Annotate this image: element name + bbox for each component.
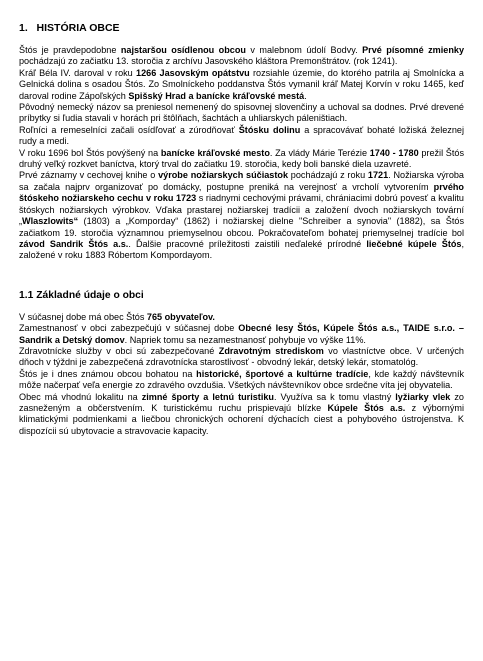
body-text: . (304, 90, 307, 101)
basic-data-body (19, 312, 464, 437)
body-text: , kde každý návštevník môže načerpať veľa energie zo zdravého ovzdušia. Všetkých návštevníkov obce srdečne víta jej obyvatelia. (19, 368, 465, 391)
body-text: . Využíva sa k tomu vlastný (273, 391, 396, 402)
body-text: . Ďalšie pracovné príležitosti zaistili neďaleké prírodné (128, 238, 367, 249)
basic-data-paragraph (19, 369, 464, 392)
emphasis-text: 1740 - 1780 (369, 147, 419, 158)
body-text: Prvé záznamy v cechovej knihe o (19, 170, 159, 181)
emphasis-text: liečebné kúpele Štós (366, 238, 462, 249)
body-text: . Nožiarska výroba sa začala najprv organizovať po domácky, postupne preniká na verejnosť a vrcholí vytvorením (19, 170, 464, 192)
subsection-number: 1.1 (19, 289, 34, 301)
emphasis-text: najstaršou osídlenou obcou (120, 45, 246, 55)
emphasis-text: Wlaszlowits“ (22, 216, 79, 227)
emphasis-text: Kúpele Štós a.s. (327, 402, 406, 413)
emphasis-text: Obecné lesy Štós, Kúpele Štós a.s., TAIDE s.r.o. – Sandrik a Detský domov (19, 323, 464, 345)
history-body (19, 45, 464, 262)
basic-data-paragraph (19, 392, 464, 438)
body-text: (1803) a „Komporday“ (1862) i nožiarskej dielne "Schreiber a synovia" (1882), sa Štós začiatkom 19. storočia významnou priemyselnou obcou. Pokračovateľom bohatej priemyselnej tradície bol (19, 216, 464, 238)
emphasis-text: prvého štóskeho nožiarskeho cechu v roku 1723 (19, 181, 464, 204)
body-text: V súčasnej dobe má obec Štós (19, 311, 147, 322)
history-paragraph (19, 148, 464, 171)
history-paragraph (19, 102, 464, 125)
history-paragraph (19, 68, 464, 102)
body-text: . Za vlády Márie Terézie (269, 147, 370, 158)
body-text: Zdravotnícke služby v obci sú zabezpečované (19, 345, 219, 356)
emphasis-text: výrobe nožiarskych súčiastok (158, 170, 288, 181)
history-paragraph (19, 170, 464, 261)
emphasis-text: Prvé písomné zmienky (362, 45, 464, 55)
body-text: rozsiahle územie, do ktorého patrila aj Smolnícka a Gelnická dolina s osadou Štós. Zo Smolníckeho poddanstva Štós vymanil kráľ Matej Korvín v roku 1465, keď daroval rodine Zápoľských (19, 67, 464, 101)
emphasis-text: závod Sandrik Štós a.s. (19, 238, 129, 249)
emphasis-text: lyžiarky vlek (395, 391, 451, 402)
body-text: v malebnom údolí Bodvy. (245, 45, 363, 55)
body-text: prežil Štós druhý veľký rozkvet baníctva, ktorý trval do začiatku 19. storočia, kedy boli banské diela uzavreté. (19, 147, 464, 170)
history-paragraph (19, 125, 464, 148)
body-text: Zamestnanosť v obci zabezpečujú v súčasnej dobe (19, 323, 239, 334)
body-text: zo zasneženým a občerstvením. K turistickému ruchu prispievajú blízke (19, 391, 464, 413)
subsection-title: Základné údaje o obci (36, 289, 144, 301)
section-heading-basic-data (19, 289, 464, 302)
section-number: 1. (19, 22, 28, 34)
body-text: V roku 1696 bol Štós povýšený na (19, 147, 161, 158)
body-text: a spracovávať bohaté ložiská železnej rudy a medi. (19, 124, 464, 147)
body-text: Štós je i dnes známou obcou bohatou na (19, 368, 197, 379)
body-text: Kráľ Béla IV. daroval v roku (19, 67, 137, 78)
body-text: . Napriek tomu sa nezamestnanosť pohybuje vo výške 11%. (124, 334, 366, 345)
body-text: Pôvodný nemecký názov sa preniesol nemenený do spisovnej slovenčiny a uchoval sa dodnes. Prvé drevené príbytky si ľudia stavali v horách pri štôlňach, šachtách a uhliarskych páleništiach. (19, 102, 464, 124)
body-text: Roľníci a remeselníci začali osídľovať a zúrodňovať (19, 124, 239, 135)
body-text: Obec má vhodnú lokalitu na (19, 391, 142, 402)
body-text: z výbornými klimatickými podmienkami a liečbou chronických ochorení dýchacích ciest a pohybového ústrojenstva. K dispozícii sú ubytovacie a stravovacie kapacity. (19, 402, 465, 436)
emphasis-text: Zdravotným strediskom (218, 345, 324, 356)
body-text: pochádzajú zo začiatku 13. storočia z archívu Jasovského kláštora Premonštrátov. (rok 1241). (19, 56, 398, 67)
emphasis-text: zimné športy a letnú turistiku (141, 391, 274, 402)
body-text: s riadnymi cechovými právami, chrániacimi dobrú povesť a kvalitu štóskych nožiarskych výrobkov. Vďaka prastarej nožiarskej tradícii a založení dvoch nožiarskych tovární „ (19, 193, 464, 227)
emphasis-text: banícke kráľovské mesto (160, 147, 270, 158)
basic-data-paragraph (19, 346, 464, 369)
basic-data-paragraph (19, 312, 464, 323)
body-text: , založené v roku 1883 Róbertom Kompordayom. (19, 238, 465, 261)
body-text: Štós je pravdepodobne (19, 45, 121, 55)
emphasis-text: Štósku dolinu (238, 124, 301, 135)
body-text: vo vlastníctve obce. V určených dňoch v týždni je zabezpečená zdravotnícka starostlivosť - obvodný lekár, detský lekár, stomatológ. (19, 345, 464, 368)
emphasis-text: historické, športové a kultúrne tradície (196, 368, 369, 379)
emphasis-text: 1266 Jasovským opátstvu (136, 67, 250, 78)
basic-data-paragraph (19, 323, 464, 346)
emphasis-text: 765 obyvateľov. (146, 311, 215, 322)
section-heading-history (19, 22, 464, 35)
section-title: HISTÓRIA OBCE (36, 22, 120, 34)
emphasis-text: 1721 (367, 170, 389, 181)
document-page (19, 22, 464, 437)
history-paragraph (19, 45, 464, 68)
emphasis-text: Spišský Hrad a banícke kráľovské mestá (128, 90, 305, 101)
body-text: pochádzajú z roku (288, 170, 368, 181)
